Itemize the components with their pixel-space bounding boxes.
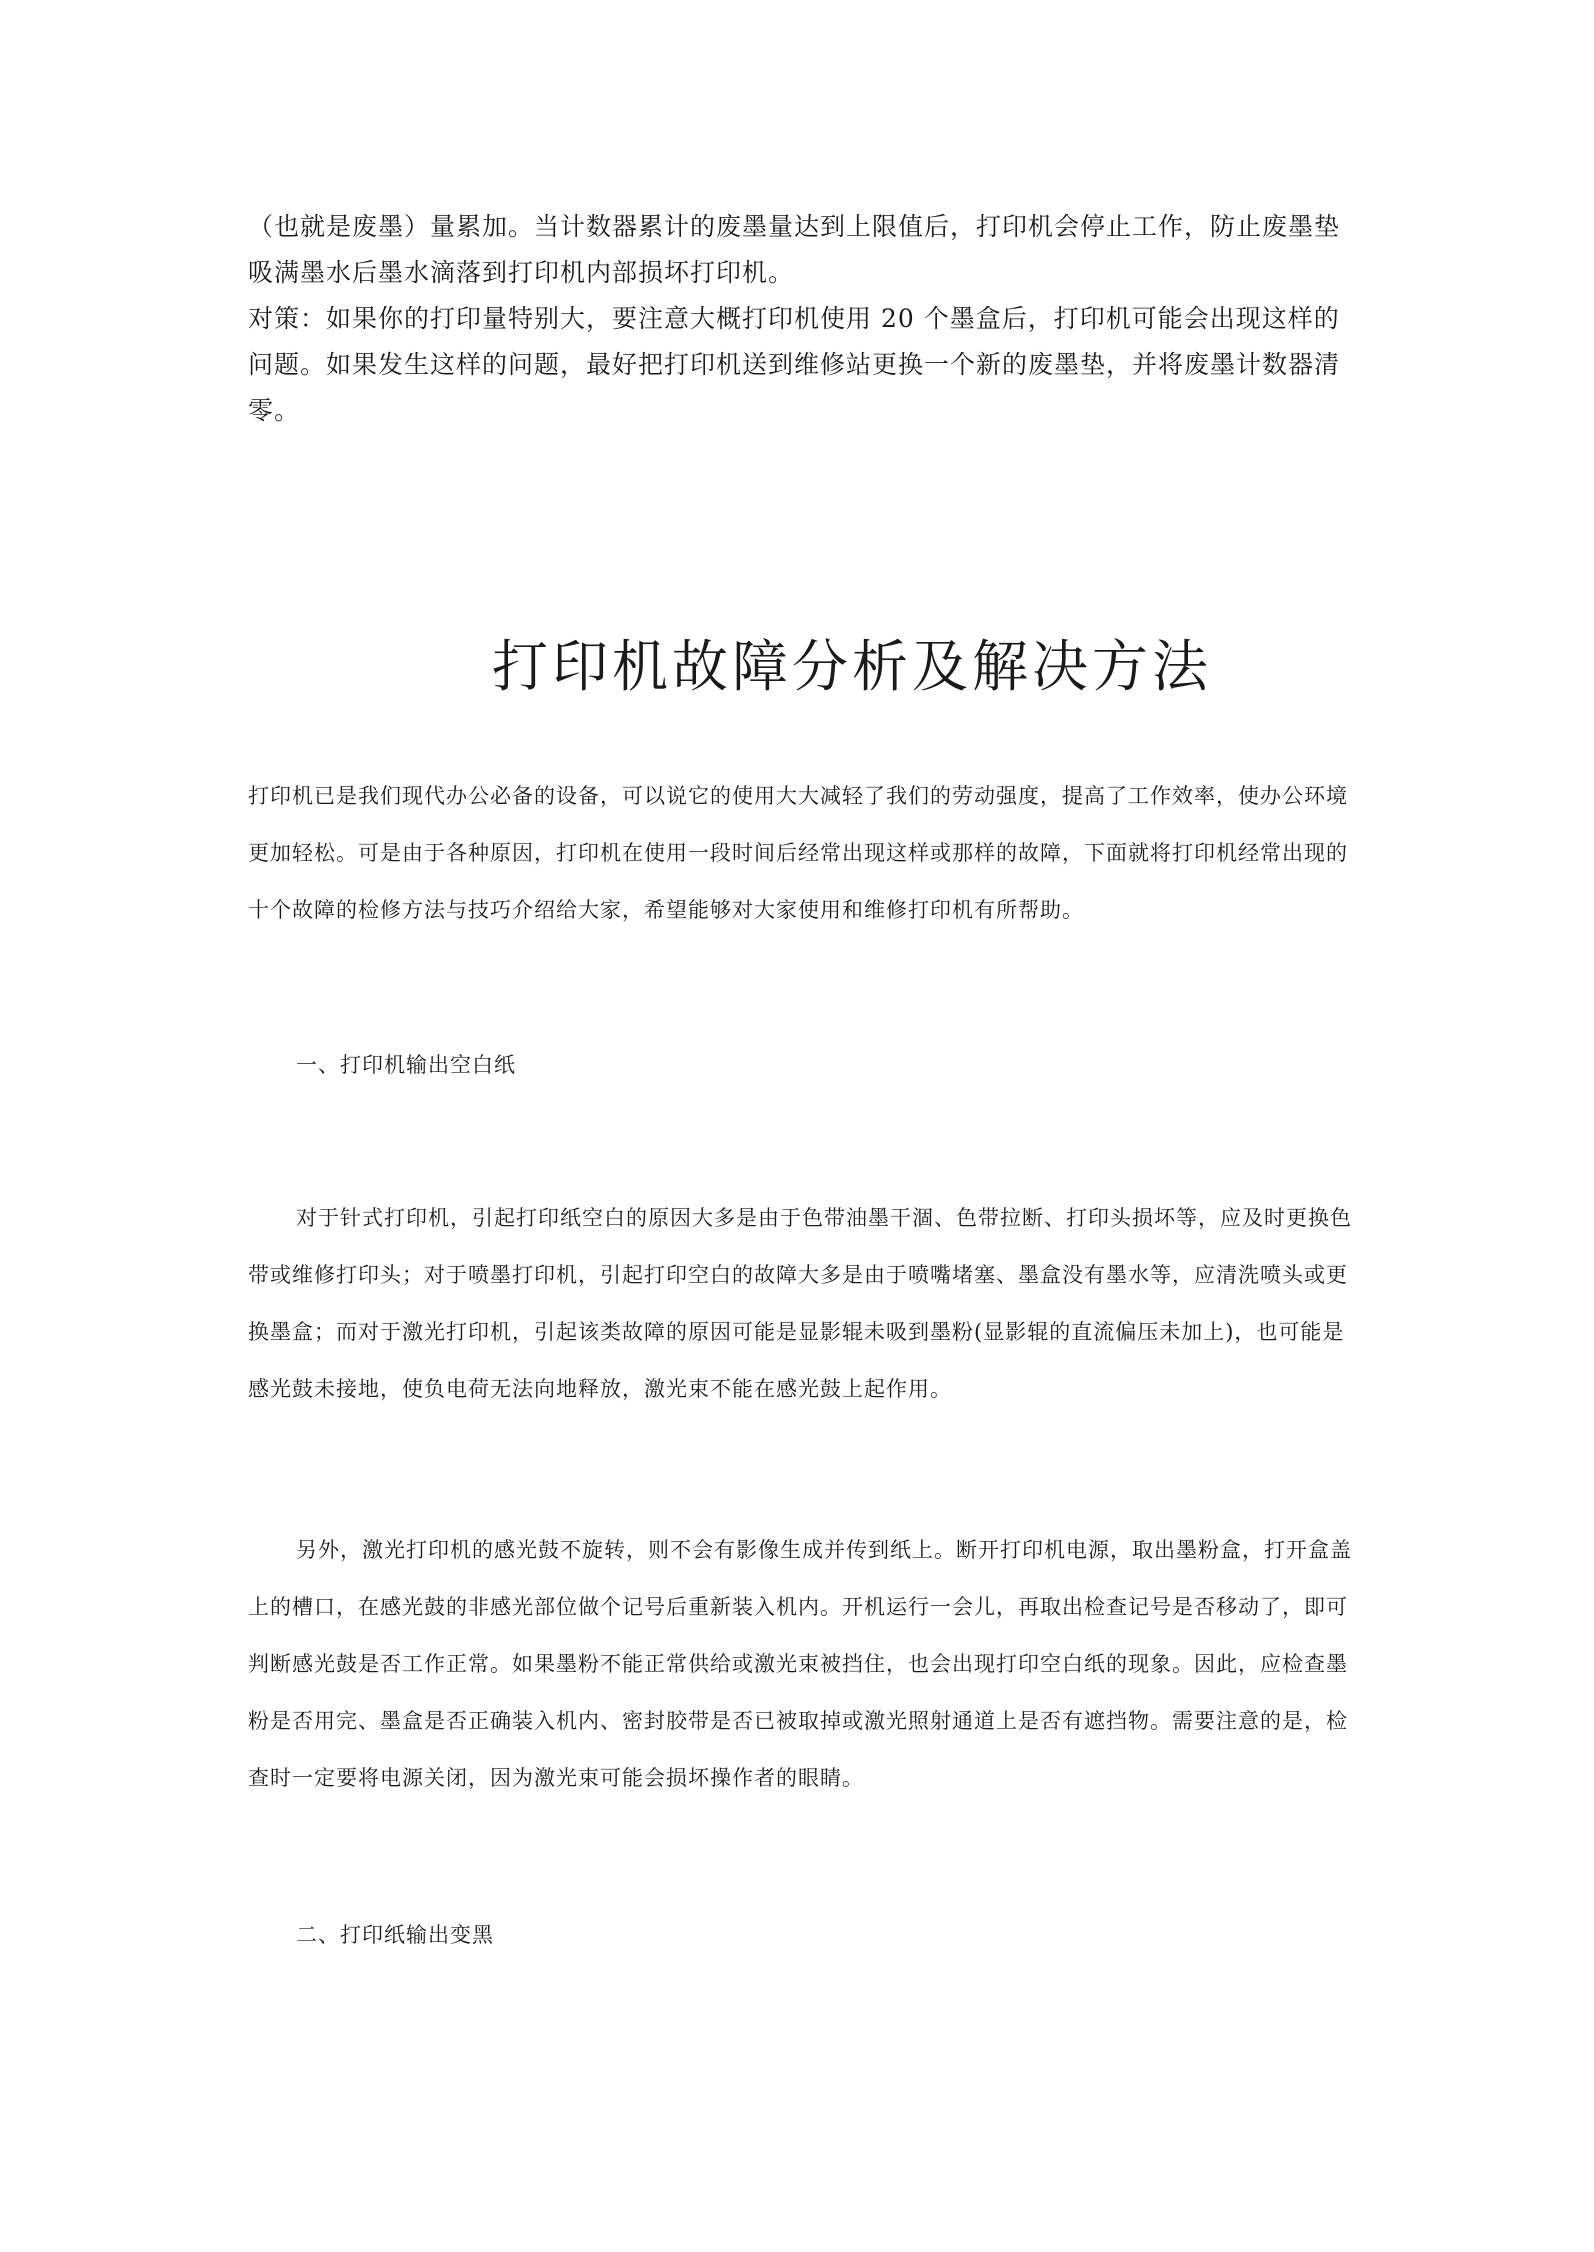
continuation-paragraph: （也就是废墨）量累加。当计数器累计的废墨量达到上限值后，打印机会停止工作，防止废墨垫吸满墨水后墨水滴落到打印机内部损坏打印机。 — [248, 212, 1341, 287]
intro-paragraph: 打印机已是我们现代办公必备的设备，可以说它的使用大大减轻了我们的劳动强度，提高了工作效率，使办公环境更加轻松。可是由于各种原因，打印机在使用一段时间后经常出现这样或那样的故障，下面就将打印机经常出现的十个故障的检修方法与技巧介绍给大家，希望能够对大家使用和维修打印机有所帮助。 — [248, 784, 1348, 922]
section-1-paragraph-2: 另外，激光打印机的感光鼓不旋转，则不会有影像生成并传到纸上。断开打印机电源，取出墨粉盒，打开盒盖上的槽口，在感光鼓的非感光部位做个记号后重新装入机内。开机运行一会儿，再取出检查记号是否移动了，即可判断感光鼓是否工作正常。如果墨粉不能正常供给或激光束被挡住，也会出现打印空白纸的现象。因此，应检查墨粉是否用完、墨盒是否正确装入机内、密封胶带是否已被取掉或激光照射通道上是否有遮挡物。需要注意的是，检查时一定要将电源关闭，因为激光束可能会损坏操作者的眼睛。 — [248, 1538, 1352, 1790]
countermeasure-paragraph: 对策：如果你的打印量特别大，要注意大概打印机使用 20 个墨盒后，打印机可能会出现这样的问题。如果发生这样的问题，最好把打印机送到维修站更换一个新的废墨垫，并将废墨计数器清零。 — [248, 304, 1341, 425]
section-heading-2: 二、打印纸输出变黑 — [296, 1923, 494, 1947]
continuation-text — [248, 204, 1358, 434]
document-title: 打印机故障分析及解决方法 — [492, 635, 1212, 700]
section-1-paragraph-1: 对于针式打印机，引起打印纸空白的原因大多是由于色带油墨干涸、色带拉断、打印头损坏等，应及时更换色带或维修打印头；对于喷墨打印机，引起打印空白的故障大多是由于喷嘴堵塞、墨盒没有墨水等，应清洗喷头或更换墨盒；而对于激光打印机，引起该类故障的原因可能是显影辊未吸到墨粉(显影辊的直流偏压未加上)，也可能是感光鼓未接地，使负电荷无法向地释放，激光束不能在感光鼓上起作用。 — [248, 1206, 1352, 1401]
section-heading-1: 一、打印机输出空白纸 — [296, 1053, 516, 1077]
